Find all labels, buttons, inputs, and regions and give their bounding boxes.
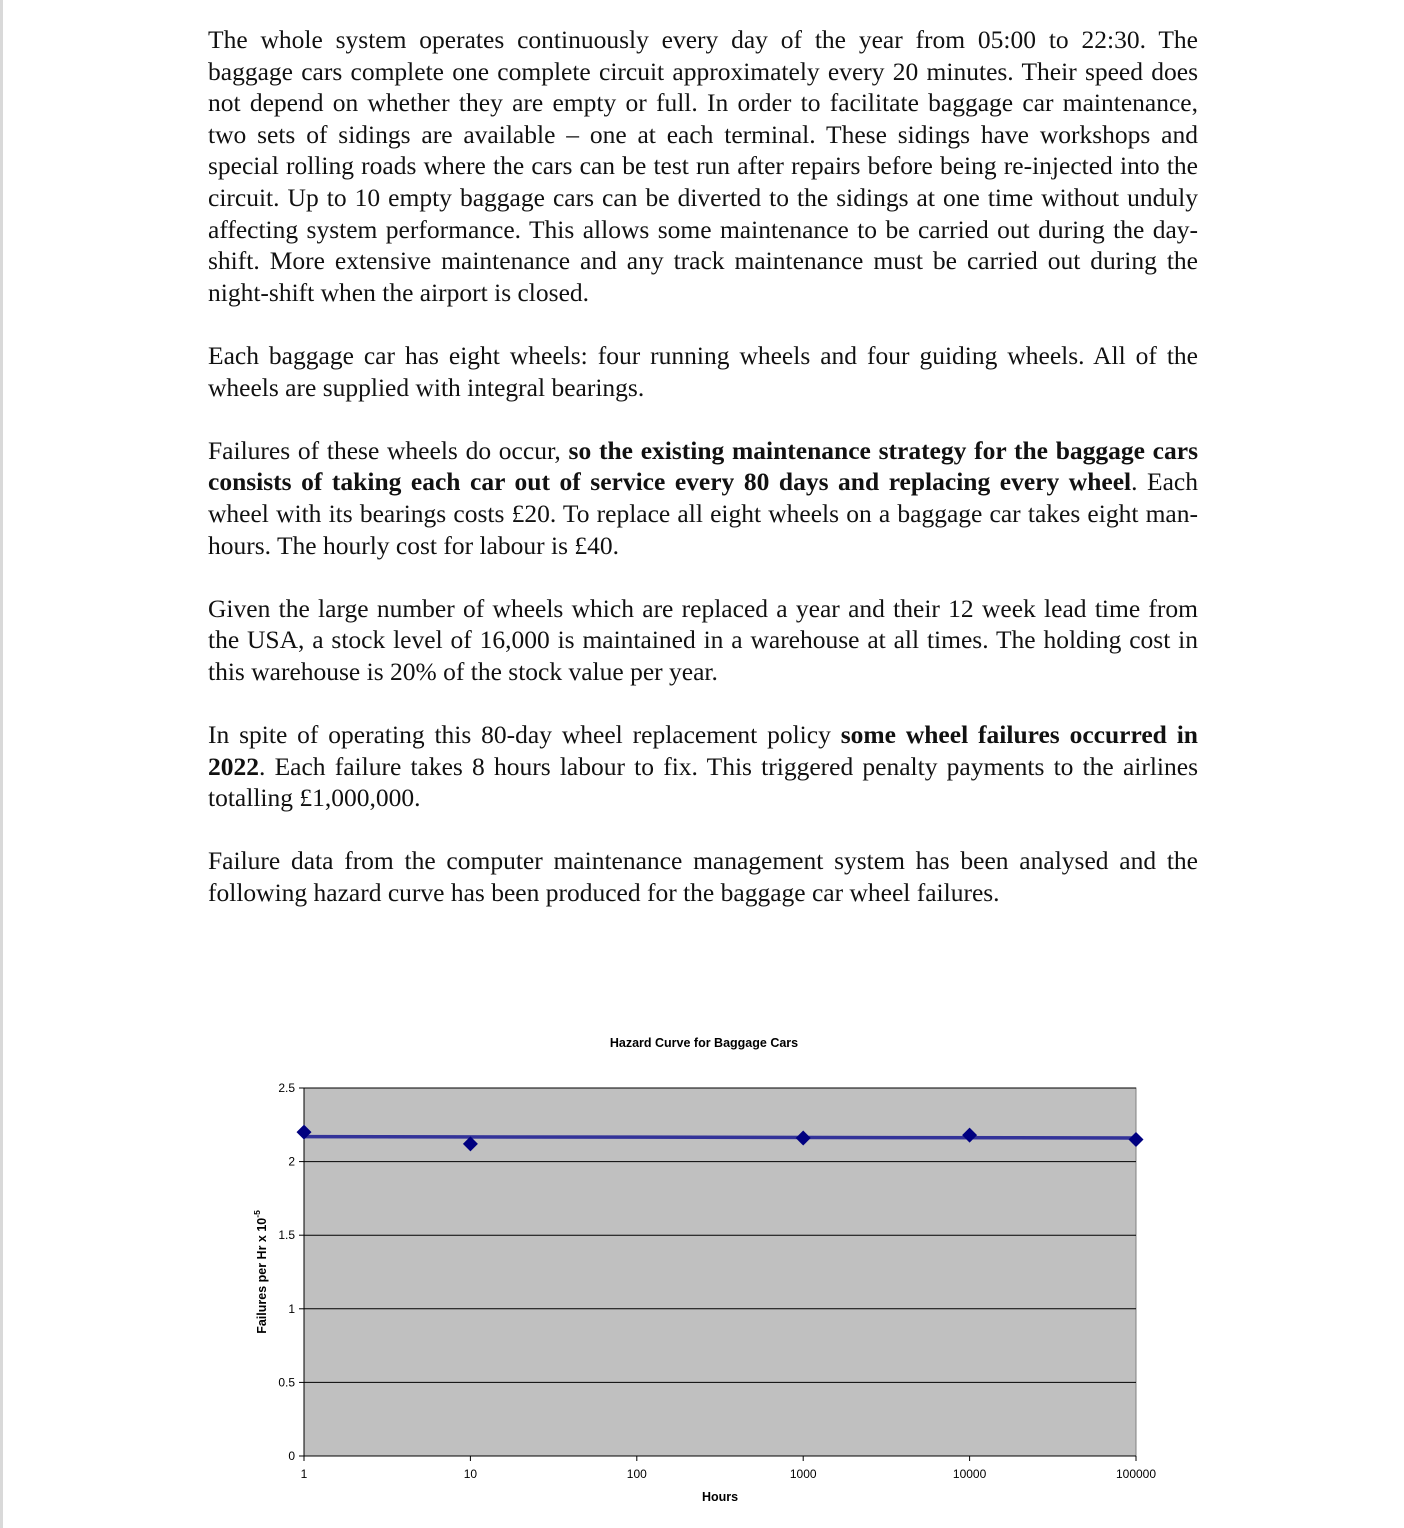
y-axis-label-exponent: -5	[252, 1210, 262, 1218]
text-run: . Each failure takes 8 hours labour to fix. This triggered penalty payments to the airlines totalling £1,000,000.	[208, 751, 1198, 813]
bold-text: so the existing maintenance strategy for the baggage cars consists of taking each car out of service every 80 days and replacing every wheel	[208, 435, 1198, 497]
text-run: In spite of operating this 80-day wheel replacement policy	[208, 720, 841, 750]
x-tick-label: 100	[626, 1467, 647, 1481]
text-run: The whole system operates continuously every day of the year from 05:00 to 22:30. The baggage cars complete one complete circuit approximately every 20 minutes. Their speed does not depend on whether they are empty or full. In order to facilitate baggage car maintenance, two sets of sidings are available – one at each terminal. These sidings have workshops and special rolling roads where the cars can be test run after repairs before being re-injected into the circuit. Up to 10 empty baggage cars can be diverted to the sidings at one time without unduly affecting system performance. This allows some maintenance to be carried out during the day-shift. More extensive maintenance and any track maintenance must be carried out during the night-shift when the airport is closed.	[208, 25, 1198, 307]
paragraph	[208, 719, 1198, 814]
document-body	[208, 24, 1198, 940]
y-tick-label: 2	[288, 1154, 295, 1169]
paragraph	[208, 593, 1198, 688]
text-run: Failure data from the computer maintenance management system has been analysed and the following hazard curve has been produced for the baggage car wheel failures.	[208, 846, 1198, 908]
text-run: Failures of these wheels do occur,	[208, 435, 569, 465]
text-run: Each baggage car has eight wheels: four running wheels and four guiding wheels. All of the wheels are supplied with integral bearings.	[208, 340, 1198, 402]
y-axis-label-base: Failures per Hr x 10	[255, 1217, 269, 1334]
x-axis-label: Hours	[701, 1490, 739, 1504]
y-axis-label	[252, 1210, 269, 1334]
hazard-curve-chart	[0, 1020, 1404, 1528]
chart-svg	[0, 1020, 1404, 1528]
x-tick-label: 1	[300, 1467, 308, 1481]
y-axis-ticks	[278, 1081, 304, 1463]
series-line	[304, 1137, 1136, 1138]
plot-area	[304, 1088, 1136, 1456]
y-tick-label: 0	[288, 1449, 295, 1463]
chart-title: Hazard Curve for Baggage Cars	[609, 1036, 799, 1050]
bold-text: some wheel failures occurred in 2022	[208, 720, 1198, 781]
paragraph	[208, 435, 1198, 561]
y-tick-label: 1.5	[278, 1228, 295, 1243]
x-tick-label: 1000	[789, 1467, 817, 1481]
text-run: . Each wheel with its bearings costs £20. To replace all eight wheels on a baggage car takes eight man-hours. The hourly cost for labour is £40.	[208, 467, 1198, 560]
x-tick-label: 10	[463, 1467, 478, 1481]
paragraph	[208, 24, 1198, 308]
x-axis-ticks	[301, 1456, 1157, 1481]
y-tick-label: 2.5	[278, 1081, 295, 1095]
paragraph	[208, 340, 1198, 403]
x-tick-label: 10000	[952, 1467, 987, 1481]
y-tick-label: 0.5	[278, 1375, 295, 1390]
x-tick-label: 100000	[1115, 1467, 1157, 1481]
y-tick-label: 1	[288, 1301, 295, 1316]
paragraph	[208, 845, 1198, 908]
text-run: Given the large number of wheels which are replaced a year and their 12 week lead time from the USA, a stock level of 16,000 is maintained in a warehouse at all times. The holding cost in this warehouse is 20% of the stock value per year.	[208, 593, 1198, 686]
